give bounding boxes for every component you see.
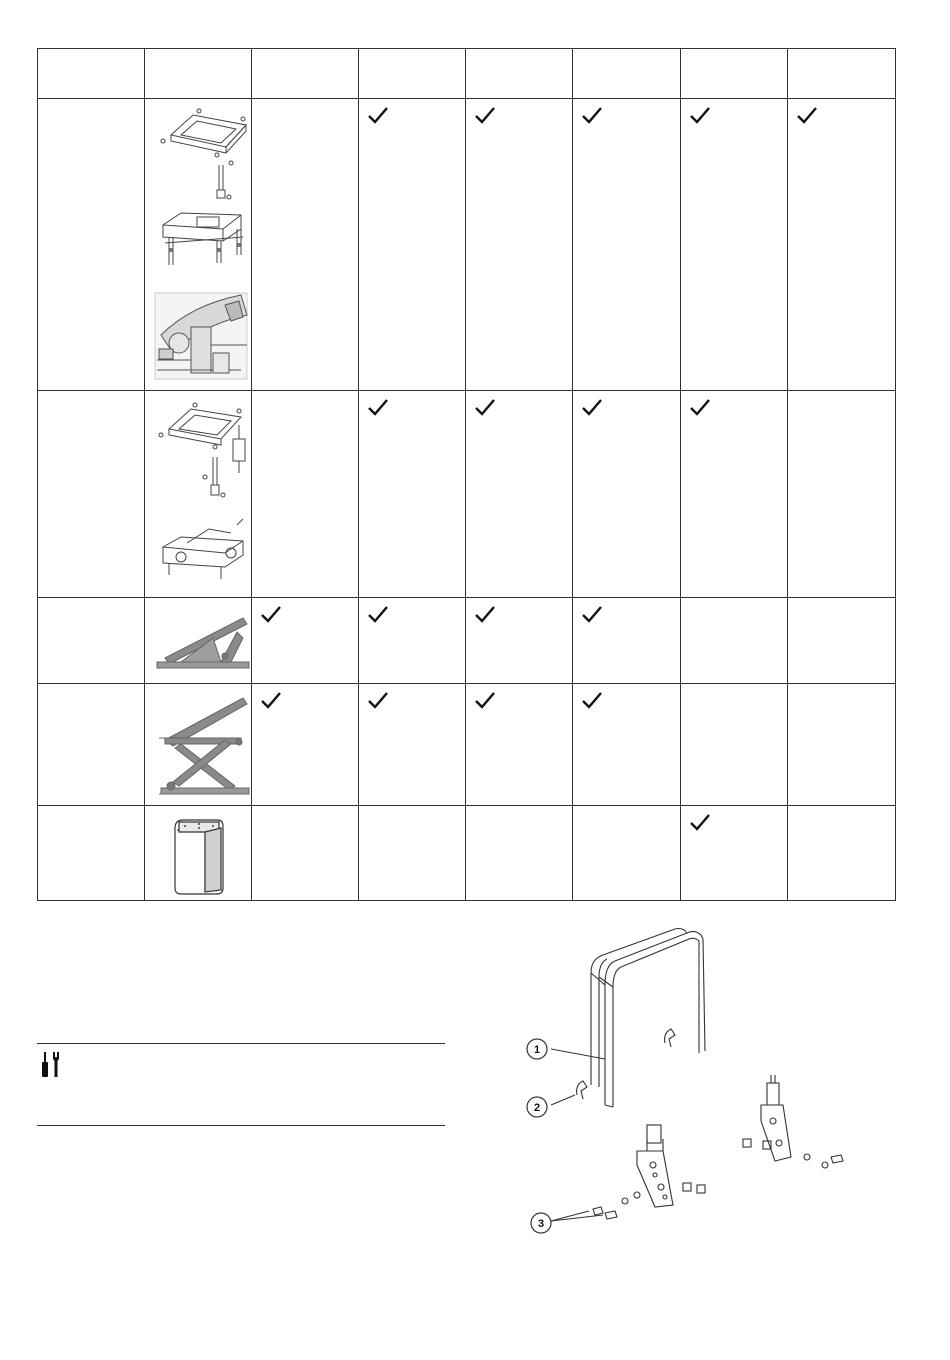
compat-cell xyxy=(359,598,466,684)
row-image-cell xyxy=(145,99,252,391)
compat-cell xyxy=(681,99,788,391)
checkmark-icon xyxy=(368,399,388,417)
compat-cell xyxy=(573,598,681,684)
checkmark-icon xyxy=(690,399,710,417)
compat-cell xyxy=(788,99,896,391)
compat-cell xyxy=(466,806,573,901)
compat-cell xyxy=(681,391,788,598)
compat-cell xyxy=(573,684,681,806)
row-label-cell xyxy=(38,806,145,901)
compat-cell xyxy=(466,99,573,391)
row-image-cell xyxy=(145,806,252,901)
header-cell xyxy=(145,49,252,99)
table-row xyxy=(38,99,896,391)
compat-cell xyxy=(359,391,466,598)
scissor-lift-icon xyxy=(151,694,249,800)
table-row xyxy=(38,598,896,684)
callout-3 xyxy=(531,1213,551,1233)
tilt-lift-icon xyxy=(151,612,249,672)
base-box-icon xyxy=(169,814,249,898)
callout-1 xyxy=(527,1039,547,1059)
svg-text:3: 3 xyxy=(537,1218,545,1230)
push-handle-assembly-diagram xyxy=(505,925,865,1250)
header-cell xyxy=(466,49,573,99)
compat-cell xyxy=(359,684,466,806)
svg-text:1: 1 xyxy=(533,1044,541,1056)
compat-cell xyxy=(681,806,788,901)
checkmark-icon xyxy=(475,692,495,710)
screwdriver-wrench-icon xyxy=(39,1052,63,1083)
row-label-cell xyxy=(38,99,145,391)
compat-cell xyxy=(788,806,896,901)
note-bottom-rule xyxy=(37,1125,445,1126)
mounting-frame-kit-icon xyxy=(151,399,249,589)
compat-cell xyxy=(466,598,573,684)
checkmark-icon xyxy=(582,107,602,125)
compat-cell xyxy=(466,684,573,806)
checkmark-icon xyxy=(690,814,710,832)
header-cell xyxy=(359,49,466,99)
compat-cell xyxy=(252,391,359,598)
note-top-rule xyxy=(37,1043,445,1044)
callout-2 xyxy=(527,1097,547,1117)
table-header-row xyxy=(38,49,896,99)
checkmark-icon xyxy=(368,692,388,710)
compat-cell xyxy=(681,598,788,684)
compat-cell xyxy=(252,684,359,806)
checkmark-icon xyxy=(261,606,281,624)
row-label-cell xyxy=(38,598,145,684)
checkmark-icon xyxy=(261,692,281,710)
checkmark-icon xyxy=(475,107,495,125)
compat-cell xyxy=(788,684,896,806)
compatibility-table xyxy=(37,48,896,901)
compat-cell xyxy=(359,806,466,901)
checkmark-icon xyxy=(797,107,817,125)
compat-cell xyxy=(573,99,681,391)
mounting-bracket-kit-icon xyxy=(151,105,249,387)
row-label-cell xyxy=(38,684,145,806)
checkmark-icon xyxy=(368,606,388,624)
compat-cell xyxy=(466,391,573,598)
compat-cell xyxy=(252,806,359,901)
table-row xyxy=(38,391,896,598)
row-image-cell xyxy=(145,598,252,684)
checkmark-icon xyxy=(475,399,495,417)
header-cell xyxy=(788,49,896,99)
table-row xyxy=(38,806,896,901)
compat-cell xyxy=(252,99,359,391)
svg-text:2: 2 xyxy=(533,1102,541,1114)
compat-cell xyxy=(252,598,359,684)
compat-cell xyxy=(788,391,896,598)
checkmark-icon xyxy=(582,692,602,710)
checkmark-icon xyxy=(582,606,602,624)
checkmark-icon xyxy=(475,606,495,624)
compat-cell xyxy=(681,684,788,806)
row-image-cell xyxy=(145,684,252,806)
compat-cell xyxy=(359,99,466,391)
compat-cell xyxy=(573,391,681,598)
header-cell xyxy=(252,49,359,99)
header-cell xyxy=(681,49,788,99)
checkmark-icon xyxy=(582,399,602,417)
checkmark-icon xyxy=(368,107,388,125)
header-cell xyxy=(573,49,681,99)
checkmark-icon xyxy=(690,107,710,125)
compat-cell xyxy=(788,598,896,684)
compat-cell xyxy=(573,806,681,901)
table-row xyxy=(38,684,896,806)
header-cell xyxy=(38,49,145,99)
row-label-cell xyxy=(38,391,145,598)
row-image-cell xyxy=(145,391,252,598)
